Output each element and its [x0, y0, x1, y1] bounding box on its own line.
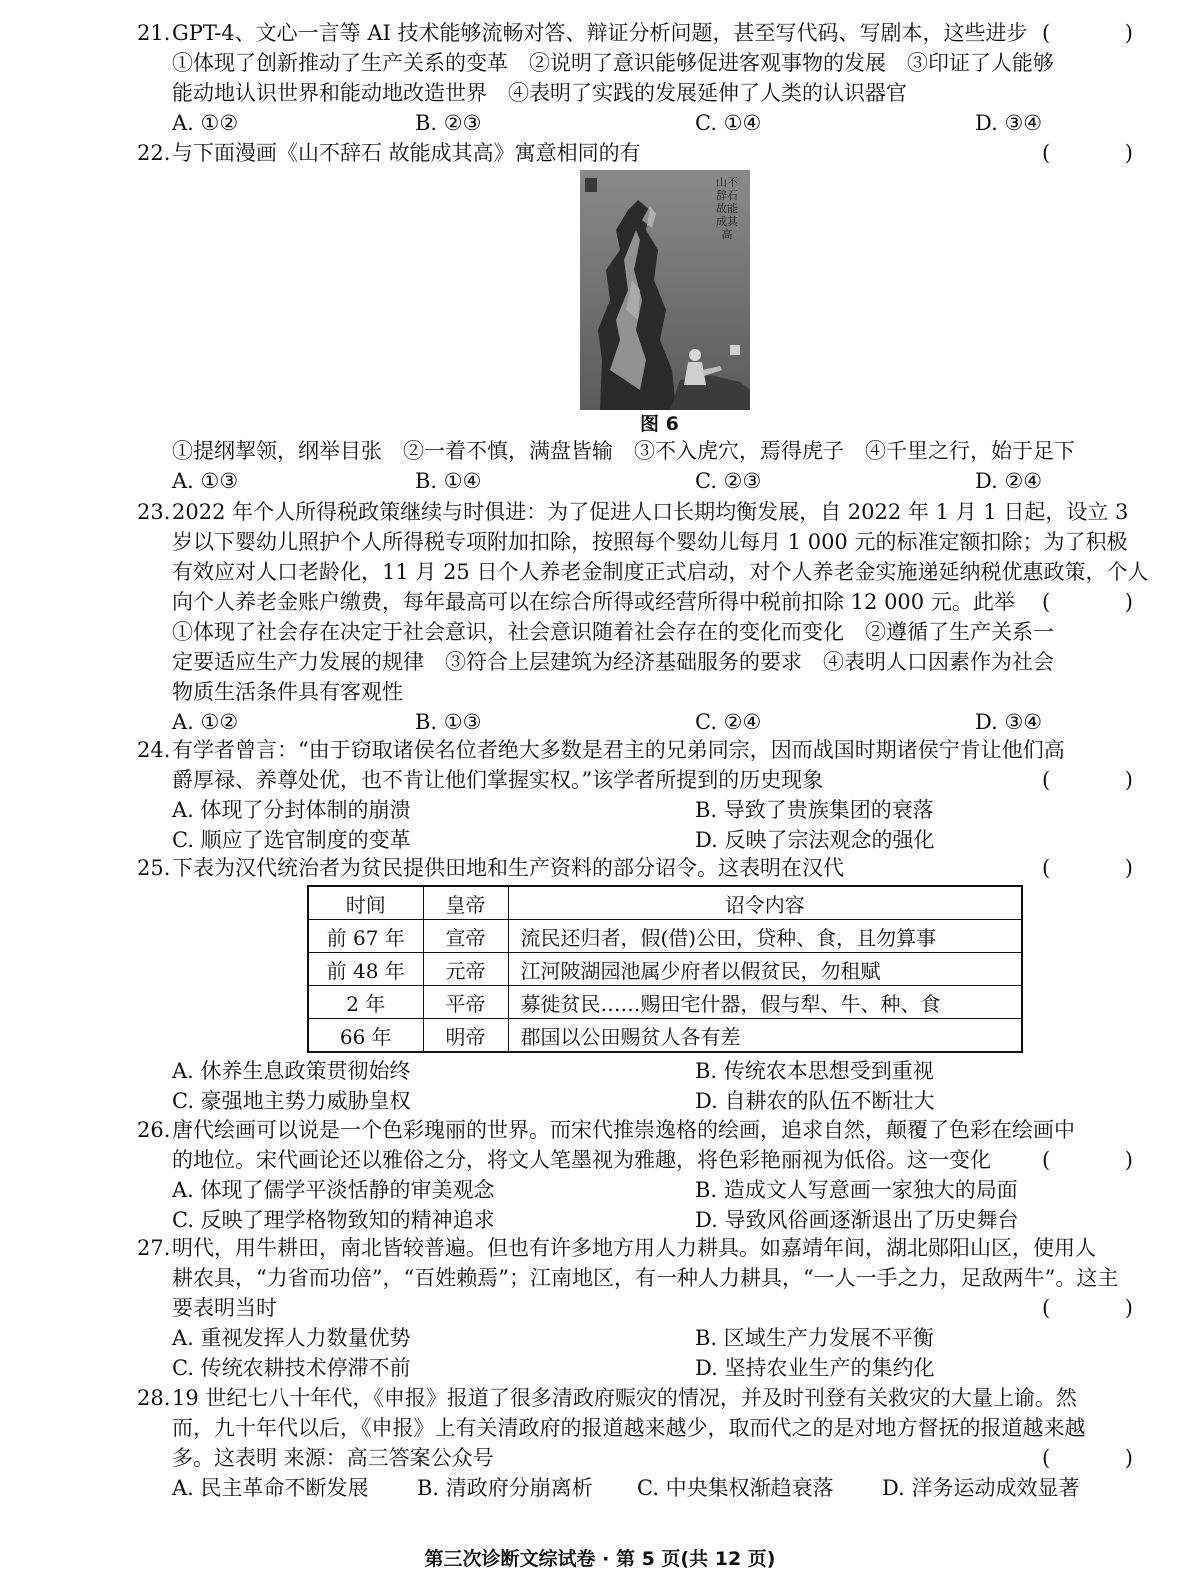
edict-table	[307, 885, 1023, 1053]
options-row	[172, 1205, 1167, 1235]
question-text-last-line	[172, 765, 1167, 795]
question-text: 要表明当时	[172, 1296, 277, 1320]
option-b: B. 清政府分崩离析	[417, 1476, 593, 1500]
table-header: 诏令内容	[508, 886, 1022, 920]
table-cell-content: 流民还归者，假(借)公田，贷种、食，且勿算事	[508, 920, 1022, 953]
table-cell-emperor: 明帝	[423, 1019, 508, 1053]
question-22-line-1	[137, 138, 1167, 168]
table-cell-time: 2 年	[308, 986, 423, 1019]
answer-blank: ( )	[1041, 21, 1167, 45]
question-text-last-line	[172, 1443, 1167, 1473]
table-cell-emperor: 平帝	[423, 986, 508, 1019]
options-row	[172, 1086, 1167, 1116]
option-b: B. 传统农本思想受到重视	[695, 1059, 934, 1083]
question-number: 26.	[137, 1118, 171, 1142]
option-c: C. 豪强地主势力威胁皇权	[172, 1089, 411, 1113]
table-cell-emperor: 宣帝	[423, 920, 508, 953]
table-header: 皇帝	[423, 886, 508, 920]
table-cell-time: 前 67 年	[308, 920, 423, 953]
question-number: 23.	[137, 500, 171, 524]
question-27-line-1	[137, 1233, 1167, 1263]
question-21-line-1	[137, 18, 1167, 48]
option-c: C. 中央集权渐趋衰落	[637, 1476, 834, 1500]
option-d: D. 导致风俗画逐渐退出了历史舞台	[695, 1208, 1019, 1232]
options-row	[172, 825, 1167, 855]
table-row	[308, 953, 1022, 986]
options-row	[172, 1056, 1167, 1086]
page-footer: 第三次诊断文综试卷 · 第 5 页(共 12 页)	[424, 1548, 776, 1570]
option-a: A. 体现了分封体制的崩溃	[172, 798, 411, 822]
table-cell-content: 江河陂湖园池属少府者以假贫民，勿租赋	[508, 953, 1022, 986]
question-text-last-line	[172, 1293, 1167, 1323]
table-header: 时间	[308, 886, 423, 920]
statement-line: ①提纲挈领，纲举目张 ②一着不慎，满盘皆输 ③不入虎穴，焉得虎子 ④千里之行，始于足下	[172, 439, 1075, 463]
question-text-last-line	[172, 1145, 1167, 1175]
answer-blank: ( )	[1041, 1148, 1167, 1172]
option-b: B. ②③	[415, 111, 482, 135]
table-cell-emperor: 元帝	[423, 953, 508, 986]
option-a: A. 体现了儒学平淡恬静的审美观念	[172, 1178, 495, 1202]
statement-line: 能动地认识世界和能动地改造世界 ④表明了实践的发展延伸了人类的认识器官	[172, 81, 907, 105]
option-c: C. 顺应了选官制度的变革	[172, 828, 411, 852]
option-c: C. ②④	[695, 710, 762, 734]
question-number: 27.	[137, 1236, 171, 1260]
question-text: 爵厚禄、养尊处优，也不肯让他们掌握实权。”该学者所提到的历史现象	[172, 768, 824, 792]
question-text: 明代，用牛耕田，南北皆较普遍。但也有许多地方用人力耕具。如嘉靖年间，湖北郧阳山区，使用人	[172, 1236, 1096, 1260]
question-text: 有学者曾言：“由于窃取诸侯名位者绝大多数是君主的兄弟同宗，因而战国时期诸侯宁肯让他们高	[172, 738, 1065, 762]
question-text: 多。这表明 来源：高三答案公众号	[172, 1446, 494, 1470]
question-number: 21.	[137, 21, 171, 45]
option-a: A. 重视发挥人力数量优势	[172, 1326, 411, 1350]
question-text: GPT-4、文心一言等 AI 技术能够流畅对答、辩证分析问题，甚至写代码、写剧本，这些进步	[172, 21, 1028, 45]
statement-line: ①体现了创新推动了生产关系的变革 ②说明了意识能够促进客观事物的发展 ③印证了人能够	[172, 51, 1054, 75]
question-text: 19 世纪七八十年代，《申报》报道了很多清政府赈灾的情况，并及时刊登有关救灾的大量上谕。然	[172, 1386, 1077, 1410]
question-text: 的地位。宋代画论还以雅俗之分，将文人笔墨视为雅趣，将色彩艳丽视为低俗。这一变化	[172, 1148, 991, 1172]
option-a: A. 休养生息政策贯彻始终	[172, 1059, 411, 1083]
answer-blank: ( )	[1041, 856, 1167, 880]
statement-line: 物质生活条件具有客观性	[172, 680, 403, 704]
cartoon-inscription: 山不辞石故能成其高	[716, 176, 738, 241]
option-d: D. ②④	[975, 469, 1043, 493]
option-d: D. 自耕农的队伍不断壮大	[695, 1089, 935, 1113]
option-b: B. 区域生产力发展不平衡	[695, 1326, 934, 1350]
options-row	[172, 795, 1167, 825]
option-d: D. ③④	[975, 111, 1043, 135]
option-a: A. 民主革命不断发展	[172, 1476, 369, 1500]
table-cell-content: 募徙贫民……赐田宅什器，假与犁、牛、种、食	[508, 986, 1022, 1019]
question-number: 25.	[137, 856, 171, 880]
question-25-line-1	[137, 853, 1167, 883]
options-row	[172, 707, 1167, 737]
question-26-line-1	[137, 1115, 1167, 1145]
options-row	[172, 1175, 1167, 1205]
statement-line: 定要适应生产力发展的规律 ③符合上层建筑为经济基础服务的要求 ④表明人口因素作为社会	[172, 650, 1054, 674]
option-c: C. ①④	[695, 111, 762, 135]
question-text-last-line	[172, 587, 1167, 617]
question-text: 而，九十年代以后，《申报》上有关清政府的报道越来越少，取而代之的是对地方督抚的报道越来越	[172, 1416, 1086, 1440]
question-text: 向个人养老金账户缴费，每年最高可以在综合所得或经营所得中税前扣除 12 000 元。此举	[172, 590, 1015, 614]
table-cell-time: 前 48 年	[308, 953, 423, 986]
question-text: 耕农具，“力省而功倍”，“百姓赖焉”；江南地区，有一种人力耕具，“一人一手之力，足敌两牛”。这主	[172, 1266, 1119, 1290]
question-text: 2022 年个人所得税政策继续与时俱进：为了促进人口长期均衡发展，自 2022 年 1 月 1 日起，设立 3	[172, 500, 1129, 524]
answer-blank: ( )	[1041, 768, 1167, 792]
option-a: A. ①②	[172, 111, 239, 135]
option-b: B. 导致了贵族集团的衰落	[695, 798, 934, 822]
question-24-line-1	[137, 735, 1167, 765]
option-d: D. ③④	[975, 710, 1043, 734]
option-d: D. 反映了宗法观念的强化	[695, 828, 935, 852]
cartoon-figure	[580, 170, 750, 410]
table-cell-content: 郡国以公田赐贫人各有差	[508, 1019, 1022, 1053]
question-text: 与下面漫画《山不辞石 故能成其高》寓意相同的有	[172, 141, 641, 165]
answer-blank: ( )	[1041, 141, 1167, 165]
options-row	[172, 466, 1167, 496]
option-c: C. 传统农耕技术停滞不前	[172, 1356, 411, 1380]
options-row	[172, 108, 1167, 138]
option-d: D. 洋务运动成效显著	[882, 1476, 1080, 1500]
question-number: 22.	[137, 141, 171, 165]
table-cell-time: 66 年	[308, 1019, 423, 1053]
options-row	[172, 1473, 1167, 1503]
table-header-row	[308, 886, 1022, 920]
options-row	[172, 1323, 1167, 1353]
option-c: C. ②③	[695, 469, 762, 493]
statement-line: ①体现了社会存在决定于社会意识，社会意识随着社会存在的变化而变化 ②遵循了生产关系一	[172, 620, 1054, 644]
option-b: B. ①④	[415, 469, 482, 493]
question-23-line-1	[137, 497, 1167, 527]
answer-blank: ( )	[1041, 1446, 1167, 1470]
question-28-line-1	[137, 1383, 1167, 1413]
table-row	[308, 1019, 1022, 1053]
question-text: 有效应对人口老龄化，11 月 25 日个人养老金制度正式启动，对个人养老金实施递延纳税优惠政策，个人	[172, 560, 1149, 584]
question-text: 唐代绘画可以说是一个色彩瑰丽的世界。而宋代推崇逸格的绘画，追求自然，颠覆了色彩在绘画中	[172, 1118, 1075, 1142]
question-text: 岁以下婴幼儿照护个人所得税专项附加扣除，按照每个婴幼儿每月 1 000 元的标准定额扣除；为了积极	[172, 530, 1128, 554]
answer-blank: ( )	[1041, 1296, 1167, 1320]
option-b: B. 造成文人写意画一家独大的局面	[695, 1178, 1018, 1202]
question-number: 28.	[137, 1386, 171, 1410]
question-text: 下表为汉代统治者为贫民提供田地和生产资料的部分诏令。这表明在汉代	[172, 856, 844, 880]
option-b: B. ①③	[415, 710, 482, 734]
figure-caption: 图 6	[640, 413, 679, 435]
options-row	[172, 1353, 1167, 1383]
option-a: A. ①③	[172, 469, 239, 493]
option-a: A. ①②	[172, 710, 239, 734]
question-number: 24.	[137, 738, 171, 762]
option-d: D. 坚持农业生产的集约化	[695, 1356, 935, 1380]
option-c: C. 反映了理学格物致知的精神追求	[172, 1208, 495, 1232]
table-row	[308, 920, 1022, 953]
table-row	[308, 986, 1022, 1019]
answer-blank: ( )	[1041, 590, 1167, 614]
